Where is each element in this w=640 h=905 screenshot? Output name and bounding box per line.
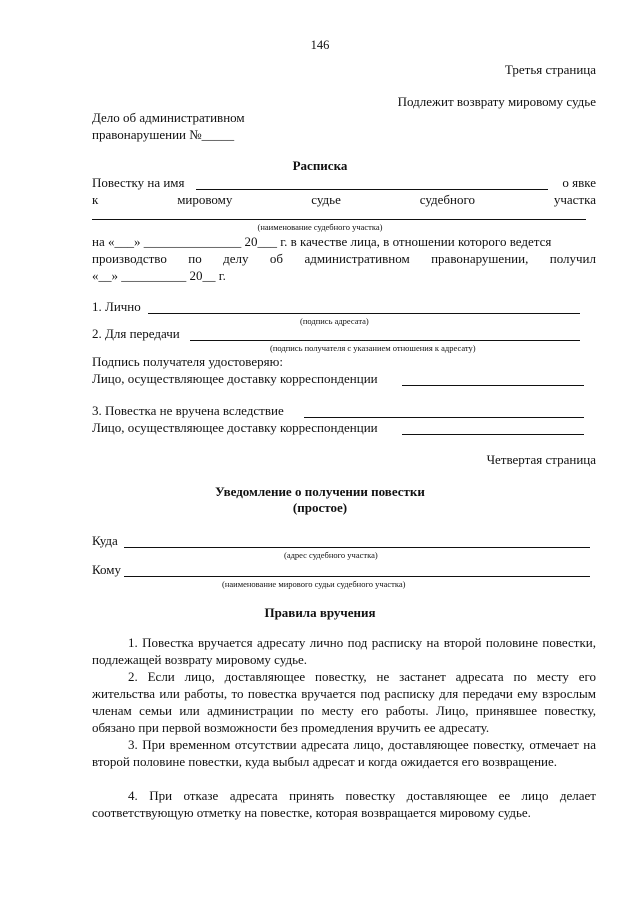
item-1-label: 1. Лично <box>92 299 141 314</box>
row-word: правонарушении, <box>431 251 529 266</box>
fourth-page-label: Четвертая страница <box>486 452 596 467</box>
judge-name-line[interactable] <box>124 576 590 577</box>
return-note: Подлежит возврату мировому судье <box>397 94 596 109</box>
summons-in-name-label: Повестку на имя <box>92 175 185 190</box>
addressee-signature-line[interactable] <box>148 313 580 314</box>
rule-text: 4. При отказе адресата принять повестку доставляющее ее лицо делает соответствующую отметку на повестке, которая возвращается мировому судье. <box>92 788 596 820</box>
delivery-person-label: Лицо, осуществляющее доставку корреспонденции <box>92 371 378 386</box>
item-3-label: 3. Повестка не вручена вследствие <box>92 403 284 418</box>
rules-title: Правила вручения <box>264 605 376 620</box>
case-line-2: правонарушении №_____ <box>92 127 235 142</box>
item-2-label: 2. Для передачи <box>92 326 180 341</box>
row-word: участка <box>553 192 596 207</box>
court-name-line[interactable] <box>92 219 586 220</box>
whom-label: Кому <box>92 562 122 577</box>
delivery-person-line-2[interactable] <box>402 434 584 435</box>
recipient-signature-line[interactable] <box>190 340 580 341</box>
date-line-2: «__» __________ 20__ г. <box>92 268 226 283</box>
about-appearance-label: о явке <box>562 175 596 190</box>
certify-label: Подпись получателя удостоверяю: <box>92 354 283 369</box>
date-line-1: на «___» _______________ 20___ г. в качестве лица, в отношении которого ведется <box>92 234 552 249</box>
page-number: 146 <box>310 38 330 52</box>
where-label: Куда <box>92 533 118 548</box>
third-page-label: Третья страница <box>504 62 596 77</box>
caption-court-name: (наименование судебного участка) <box>257 222 383 232</box>
rule-1 <box>92 634 596 668</box>
court-address-line[interactable] <box>124 547 590 548</box>
caption-recipient-signature: (подпись получателя с указанием отношения к адресату) <box>270 343 476 353</box>
rule-text: 3. При временном отсутствии адресата лицо, доставляющее повестку, отмечает на второй половине повестки, куда выбыл адресат и когда ожидается его возвращение. <box>92 737 596 769</box>
row-to-judge <box>92 192 596 208</box>
caption-judge-name: (наименование мирового судьи судебного участка) <box>222 579 406 589</box>
addressee-name-line[interactable] <box>196 189 548 190</box>
caption-court-address: (адрес судебного участка) <box>284 550 378 560</box>
delivery-person-label-2: Лицо, осуществляющее доставку корреспонденции <box>92 420 378 435</box>
row-word: мировому <box>177 192 233 207</box>
row-word: административном <box>304 251 410 266</box>
rule-2 <box>92 668 596 736</box>
row-word: получил <box>549 251 596 266</box>
not-delivered-reason-line[interactable] <box>304 417 584 418</box>
row-word: об <box>269 251 284 266</box>
row-word: по <box>188 251 202 266</box>
row-word: судебного <box>419 192 475 207</box>
proceedings-row <box>92 251 596 267</box>
receipt-title: Расписка <box>292 158 348 173</box>
rule-text: 1. Повестка вручается адресату лично под расписку на второй половине повестки, подлежащей возврату мировому судье. <box>92 635 596 667</box>
row-word: делу <box>223 251 249 266</box>
notice-subtitle: (простое) <box>292 500 348 515</box>
rule-3 <box>92 736 596 770</box>
row-word: к <box>92 192 99 207</box>
rule-text: 2. Если лицо, доставляющее повестку, не застанет адресата по месту его жительства или работы, то повестка вручается под расписку для передачи ему взрослым членам семьи или администрации по месту его работы. Лицо, принявшее повестку, обязано при первой возможности без промедления вручить ее адресату. <box>92 669 596 735</box>
notice-title: Уведомление о получении повестки <box>215 484 425 499</box>
caption-addressee-signature: (подпись адресата) <box>300 316 369 326</box>
case-line-1: Дело об административном <box>92 110 245 125</box>
row-word: судье <box>311 192 341 207</box>
rule-4 <box>92 787 596 821</box>
row-word: производство <box>92 251 167 266</box>
delivery-person-line[interactable] <box>402 385 584 386</box>
